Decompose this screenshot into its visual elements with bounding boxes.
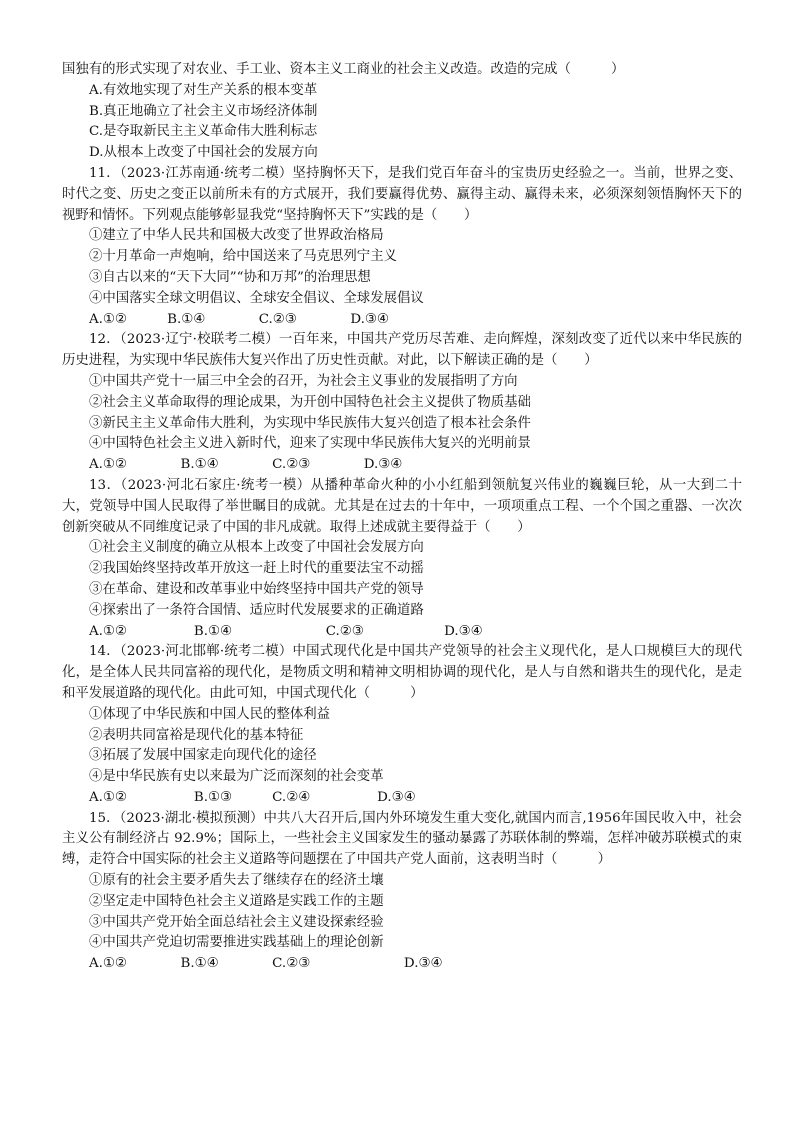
q11-item-2: ②十月革命一声炮响，给中国送来了马克思列宁主义 <box>89 249 397 265</box>
q12-answer-choices: A.①② B.①④ C.②③ D.③④ <box>89 457 403 473</box>
q13-item-4: ④探索出了一条符合国情、适应时代发展要求的正确道路 <box>89 602 424 618</box>
exam-page <box>62 60 742 975</box>
q11-answer-choices: A.①② B.①④ C.②③ D.③④ <box>89 311 389 327</box>
q10-stem-tail: 国独有的形式实现了对农业、手工业、资本主义工商业的社会主义改造。改造的完成（ ） <box>62 62 625 77</box>
q14-item-4: ④是中华民族有史以来最为广泛而深刻的社会变革 <box>89 769 384 785</box>
q10-option-b: B.真正地确立了社会主义市场经济体制 <box>89 103 318 119</box>
q15-stem: 15．（2023·湖北·模拟预测）中共八大召开后,国内外环境发生重大变化,就国内而言,1956年国民收入中，社会主义公有制经济占 92.9%；国际上，一些社会主义国家发生的骚动暴露了苏联体制的弊端，怎样冲破苏联模式的束缚，走符合中国实际的社会主义道路等问题摆在了中国共产党人面前，这表明当时（ ） <box>62 810 742 868</box>
q12-item-4: ④中国特色社会主义进入新时代，迎来了实现中华民族伟大复兴的光明前景 <box>89 436 531 452</box>
q11-item-3: ③自古以来的“天下大同”“协和万邦”的治理思想 <box>89 269 371 285</box>
q15-answer-choices: A.①② B.①④ C.②③ D.③④ <box>89 956 443 972</box>
q10-option-d: D.从根本上改变了中国社会的发展方向 <box>89 145 318 161</box>
q14-answer-choices: A.①② B.①③ C.②④ D.③④ <box>89 789 416 805</box>
q13-item-1: ①社会主义制度的确立从根本上改变了中国社会发展方向 <box>89 540 424 556</box>
q12-item-3: ③新民主主义革命伟大胜利，为实现中华民族伟大复兴创造了根本社会条件 <box>89 415 531 431</box>
q14-stem: 14．（2023·河北邯郸·统考二模）中国式现代化是中国共产党领导的社会主义现代化，是人口规模巨大的现代化，是全体人民共同富裕的现代化，是物质文明和精神文明相协调的现代化，是人与自然和谐共生的现代化，是走和平发展道路的现代化。由此可知，中国式现代化（ ） <box>62 644 742 701</box>
q14-item-1: ①体现了中华民族和中国人民的整体利益 <box>89 706 331 722</box>
q12-item-1: ①中国共产党十一届三中全会的召开，为社会主义事业的发展指明了方向 <box>89 373 518 389</box>
q14-item-3: ③拓展了发展中国家走向现代化的途径 <box>89 748 317 764</box>
q15-item-1: ①原有的社会主要矛盾失去了继续存在的经济土壤 <box>89 873 384 889</box>
q15-item-3: ③中国共产党开始全面总结社会主义建设探索经验 <box>89 914 384 930</box>
q10-option-c: C.是夺取新民主主义革命伟大胜利标志 <box>89 124 318 140</box>
q13-answer-choices: A.①② B.①④ C.②③ D.③④ <box>89 623 483 639</box>
q12-item-2: ②社会主义革命取得的理论成果，为开创中国特色社会主义提供了物质基础 <box>89 394 531 410</box>
q14-item-2: ②表明共同富裕是现代化的基本特征 <box>89 727 304 743</box>
q15-item-4: ④中国共产党迫切需要推进实践基础上的理论创新 <box>89 935 384 951</box>
q13-stem: 13．（2023·河北石家庄·统考一模）从播种革命火种的小小红船到领航复兴伟业的巍巍巨轮，从一大到二十大，党领导中国人民取得了举世瞩目的成就。尤其是在过去的十年中，一项项重点工程、一个个国之重器、一次次创新突破从不同维度记录了中国的非凡成就。取得上述成就主要得益于（ ） <box>62 477 742 535</box>
q15-item-2: ②坚定走中国特色社会主义道路是实践工作的主题 <box>89 893 384 909</box>
q11-item-4: ④中国落实全球文明倡议、全球安全倡议、全球发展倡议 <box>89 290 424 306</box>
q11-stem: 11．（2023·江苏南通·统考二模）坚持胸怀天下，是我们党百年奋斗的宝贵历史经验之一。当前，世界之变、时代之变、历史之变正以前所未有的方式展开，我们要赢得优势、赢得主动、赢得未来，必须深刻领悟胸怀天下的视野和情怀。下列观点能够彰显我党“坚持胸怀天下”实践的是（ ） <box>62 165 742 223</box>
q13-item-2: ②我国始终坚持改革开放这一赶上时代的重要法宝不动摇 <box>89 561 424 577</box>
q10-option-a: A.有效地实现了对生产关系的根本变革 <box>89 82 318 98</box>
q12-stem: 12．（2023·辽宁·校联考二模）一百年来，中国共产党历尽苦难、走向辉煌，深刻改变了近代以来中华民族的历史进程，为实现中华民族伟大复兴作出了历史性贡献。对此，以下解读正确的是（ ） <box>62 332 742 369</box>
q13-item-3: ③在革命、建设和改革事业中始终坚持中国共产党的领导 <box>89 581 424 597</box>
q11-item-1: ①建立了中华人民共和国极大改变了世界政治格局 <box>89 228 384 244</box>
